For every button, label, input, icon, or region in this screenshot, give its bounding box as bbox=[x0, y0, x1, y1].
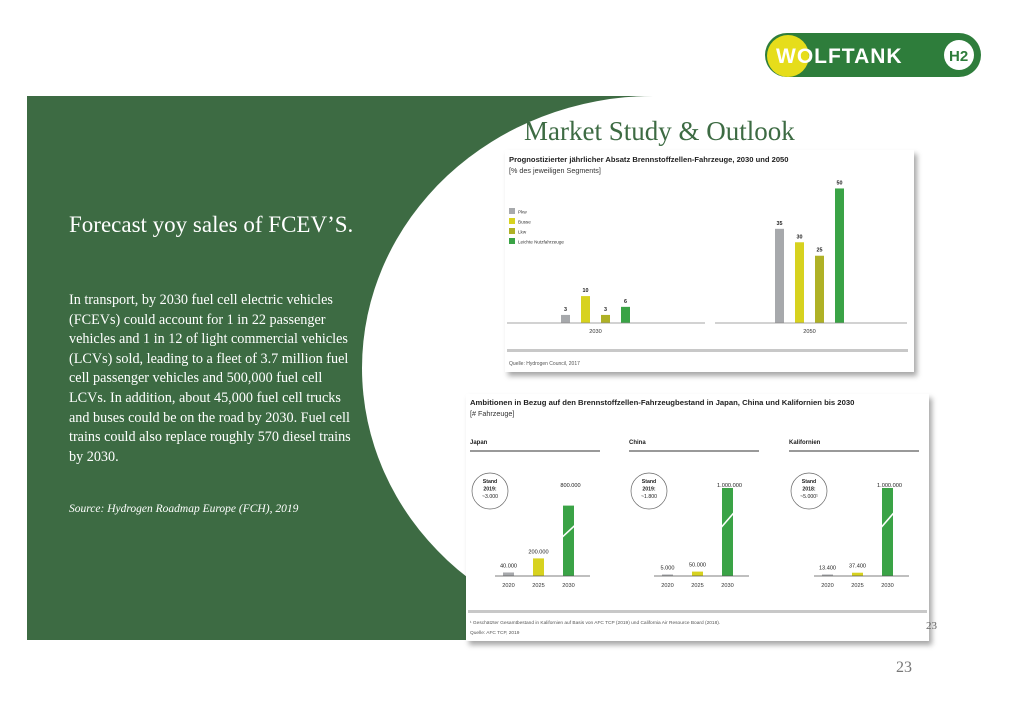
chart1-footer-bar bbox=[507, 349, 908, 352]
chart2-bar bbox=[852, 573, 863, 576]
chart1-legend-label: Pkw bbox=[518, 209, 527, 215]
chart2-bar bbox=[882, 488, 893, 576]
right-strip bbox=[986, 104, 994, 640]
slide-source: Source: Hydrogen Roadmap Europe (FCH), 2019 bbox=[69, 503, 299, 515]
chart1-legend-swatch bbox=[509, 208, 515, 214]
chart1-bar bbox=[601, 315, 610, 323]
chart1-legend-swatch bbox=[509, 218, 515, 224]
chart2-value-label: 50.000 bbox=[688, 562, 707, 569]
chart2-stand-text: 2019: bbox=[642, 486, 656, 493]
chart2-source: Quelle: AFC TCP, 2019 bbox=[470, 631, 520, 636]
chart2-value-label: 40.000 bbox=[499, 563, 518, 570]
chart2-value-label: 37.400 bbox=[848, 563, 867, 570]
chart2-panel-title: China bbox=[629, 440, 646, 446]
chart-panel-fleet bbox=[466, 394, 929, 641]
chart2-value-label: 200.000 bbox=[528, 549, 549, 556]
slide-body-text: In transport, by 2030 fuel cell electric vehicles (FCEVs) could account for 1 in 22 passenger vehicles and 1 in 12 of light commercial vehicles (LCVs) sold, leading to a fleet of 3.7 million fuel cell passenger vehicles and 500,000 fuel cell LCVs. In addition, about 45,000 fuel cell trucks and buses could be on the road by 2030. Fuel cell trains could also replace roughly 570 diesel trains by 2030. bbox=[69, 292, 351, 465]
chart2-footer-bar bbox=[468, 610, 927, 613]
chart1-value-label: 6 bbox=[624, 298, 627, 305]
sales-forecast-chart bbox=[505, 150, 914, 372]
chart2-title: Ambitionen in Bezug auf den Brennstoffzellen-Fahrzeugbestand in Japan, China und Kalifornien bis 2030 bbox=[470, 398, 855, 407]
chart1-value-label: 50 bbox=[836, 180, 843, 187]
chart2-stand-text: 2019: bbox=[483, 486, 497, 493]
chart2-bar bbox=[533, 558, 544, 576]
chart1-bar bbox=[775, 229, 784, 323]
chart-panel-sales bbox=[505, 150, 914, 372]
chart2-stand-text: Stand bbox=[482, 479, 498, 485]
chart2-value-label: 13.400 bbox=[818, 565, 837, 572]
chart1-legend-label: Leichte Nutzfahrzeuge bbox=[518, 239, 564, 245]
chart1-legend-swatch bbox=[509, 228, 515, 234]
slide-title: Market Study & Outlook bbox=[524, 116, 795, 146]
chart2-value-label: 1.000.000 bbox=[877, 483, 902, 489]
slide-heading: Forecast yoy sales of FCEV’S. bbox=[69, 212, 354, 237]
chart2-stand-text: ~1.800 bbox=[640, 494, 658, 500]
chart2-bar bbox=[692, 572, 703, 576]
chart2-category-label: 2020 bbox=[821, 583, 834, 589]
chart1-bar bbox=[835, 188, 844, 323]
chart2-value-label: 800.000 bbox=[560, 483, 581, 489]
chart1-legend bbox=[509, 208, 564, 245]
chart1-source: Quelle: Hydrogen Council, 2017 bbox=[509, 361, 580, 367]
chart1-bar bbox=[561, 315, 570, 323]
chart2-stand-text: ~5.000¹ bbox=[800, 494, 818, 500]
chart1-bar bbox=[621, 307, 630, 323]
chart1-title: Prognostizierter jährlicher Absatz Brennstoffzellen-Fahrzeuge, 2030 und 2050 bbox=[509, 155, 789, 164]
chart2-panel-title: Japan bbox=[470, 440, 488, 446]
page-number: 23 bbox=[896, 659, 912, 676]
chart2-panel-title: Kalifornien bbox=[789, 440, 821, 446]
chart1-bar bbox=[581, 296, 590, 323]
chart2-bar bbox=[563, 506, 574, 576]
chart1-legend-label: Busse bbox=[518, 219, 531, 225]
logo-text: WOLFTANK bbox=[776, 45, 903, 68]
chart2-value-label: 5.000 bbox=[660, 565, 675, 572]
chart1-subtitle: [% des jeweiligen Segments] bbox=[509, 166, 601, 175]
logo-badge: H2 bbox=[949, 48, 969, 65]
chart2-category-label: 2025 bbox=[851, 583, 864, 589]
chart2-category-label: 2030 bbox=[881, 583, 894, 589]
chart2-category-label: 2020 bbox=[661, 583, 674, 589]
chart2-category-label: 2025 bbox=[532, 583, 545, 589]
chart1-legend-swatch bbox=[509, 238, 515, 244]
chart2-stand-text: Stand bbox=[641, 479, 657, 485]
small-page-number: 23 bbox=[926, 620, 937, 632]
chart2-category-label: 2030 bbox=[562, 583, 575, 589]
chart2-footnote: ¹ Geschätzter Gesamtbestand in Kalifornien auf Basis von AFC TCP (2019) und California Air Resource Board (2018). bbox=[470, 621, 721, 626]
chart2-category-label: 2030 bbox=[721, 583, 734, 589]
chart1-legend-label: Lkw bbox=[518, 229, 527, 235]
chart1-bar bbox=[815, 256, 824, 323]
chart1-value-label: 25 bbox=[816, 247, 823, 254]
chart2-subtitle: [# Fahrzeuge] bbox=[470, 409, 515, 418]
chart2-stand-text: 2018: bbox=[802, 486, 816, 493]
chart1-value-label: 3 bbox=[604, 306, 607, 313]
chart2-category-label: 2020 bbox=[502, 583, 515, 589]
chart1-value-label: 10 bbox=[582, 288, 589, 295]
chart2-stand-text: Stand bbox=[801, 479, 817, 485]
chart1-value-label: 35 bbox=[776, 220, 783, 227]
chart2-category-label: 2025 bbox=[691, 583, 704, 589]
chart1-value-label: 30 bbox=[796, 234, 803, 241]
chart1-bar bbox=[795, 242, 804, 323]
chart2-value-label: 1.000.000 bbox=[717, 483, 742, 489]
chart2-bar bbox=[722, 488, 733, 576]
wolftank-logo bbox=[764, 32, 982, 78]
chart2-bar bbox=[503, 572, 514, 576]
chart1-category-label: 2050 bbox=[803, 329, 816, 335]
chart2-stand-text: ~3.000 bbox=[481, 494, 499, 500]
chart1-value-label: 3 bbox=[564, 306, 567, 313]
fleet-ambitions-chart bbox=[466, 394, 929, 641]
chart1-category-label: 2030 bbox=[589, 329, 602, 335]
